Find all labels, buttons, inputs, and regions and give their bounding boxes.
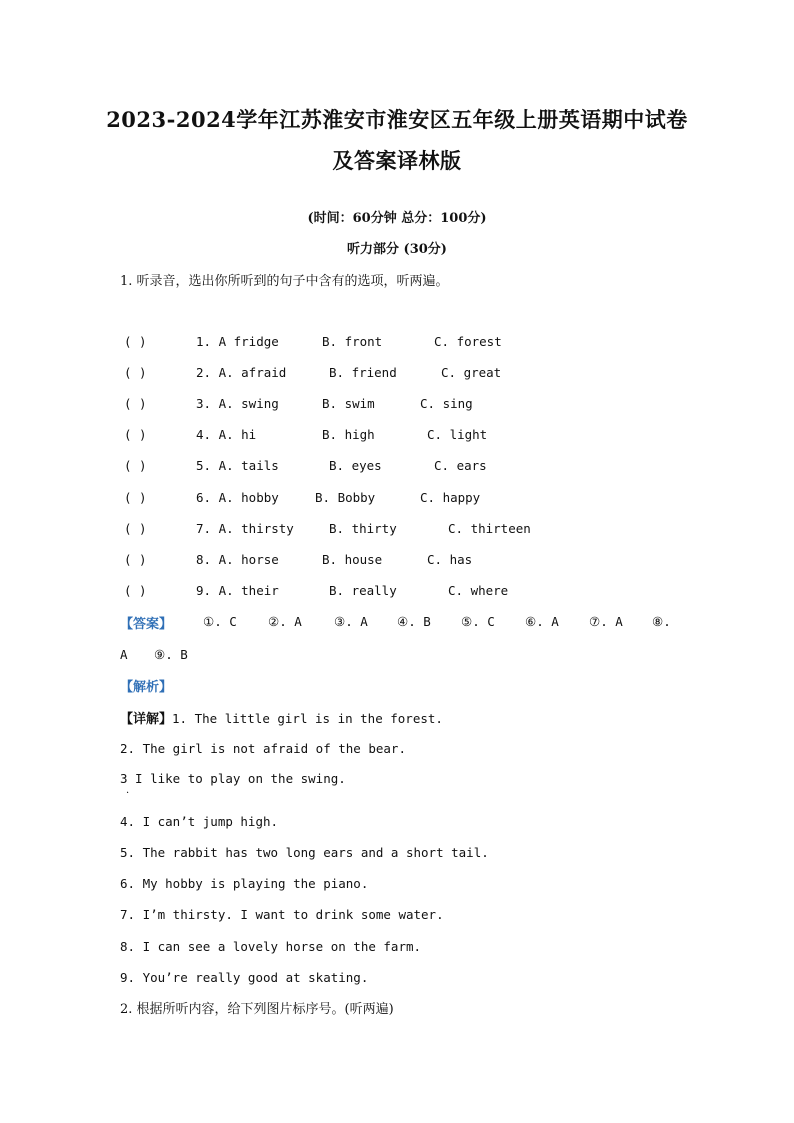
answer-8-value: A [120,647,128,662]
option-b: B. house [322,552,383,567]
detail-line-8: 8. I can see a lovely horse on the farm. [120,939,422,954]
option-c: C. ears [434,458,487,473]
option-c: C. thirteen [448,521,531,536]
option-c: C. great [441,365,502,380]
option-c: C. light [427,427,488,442]
answer-label: 【答案】 [120,617,173,632]
option-c: C. sing [420,396,473,411]
answer-8: ⑧. [652,614,671,629]
detail-line-4: 4. I can’t jump high. [120,814,279,829]
option-c: C. forest [434,334,502,349]
answer-blank: ( ) [124,458,147,473]
option-b: B. Bobby [315,490,376,505]
answer-1: ①. C [203,614,237,629]
answer-blank: ( ) [124,490,147,505]
answer-blank: ( ) [124,334,147,349]
answer-blank: ( ) [124,583,147,598]
option-a: 7. A. thirsty [196,521,294,536]
option-a: 5. A. tails [196,458,279,473]
detail-line-9: 9. You’re really good at skating. [120,970,369,985]
answer-blank: ( ) [124,396,147,411]
section-heading: 听力部分 (30分) [347,242,447,257]
detail-text: 1. The little girl is in the forest. [172,711,443,726]
option-b: B. swim [322,396,375,411]
answer-6: ⑥. A [525,614,559,629]
option-c: C. where [448,583,509,598]
option-a: 2. A. afraid [196,365,287,380]
stray-dot: · [126,788,130,799]
option-c: C. happy [420,490,481,505]
detail-line-1 [120,708,443,727]
option-b: B. friend [329,365,397,380]
answer-3: ③. A [334,614,368,629]
option-a: 9. A. their [196,583,279,598]
answer-7: ⑦. A [589,614,623,629]
detail-label: 【详解】 [120,712,173,727]
answer-blank: ( ) [124,521,147,536]
option-b: B. thirty [329,521,397,536]
answer-5: ⑤. C [461,614,495,629]
answer-blank: ( ) [124,552,147,567]
option-c: C. has [427,552,473,567]
option-a: 8. A. horse [196,552,279,567]
option-a: 6. A. hobby [196,490,279,505]
detail-line-5: 5. The rabbit has two long ears and a short tail. [120,845,489,860]
detail-line-3: 3 I like to play on the swing. [120,771,346,786]
option-b: B. really [329,583,397,598]
detail-line-7: 7. I’m thirsty. I want to drink some water. [120,907,444,922]
option-a: 3. A. swing [196,396,279,411]
exam-meta: (时间：60分钟 总分：100分) [307,211,487,226]
answer-blank: ( ) [124,365,147,380]
option-b: B. high [322,427,375,442]
option-b: B. eyes [329,458,382,473]
answer-blank: ( ) [124,427,147,442]
detail-line-6: 6. My hobby is playing the piano. [120,876,369,891]
analysis-label: 【解析】 [120,680,173,695]
answer-9: ⑨. B [154,647,188,662]
option-a: 4. A. hi [196,427,257,442]
question-1-instruction: 1. 听录音，选出你所听到的句子中含有的选项，听两遍。 [120,274,449,289]
option-b: B. front [322,334,383,349]
option-a: 1. A fridge [196,334,279,349]
answer-4: ④. B [397,614,431,629]
document-title-line2: 及答案译林版 [332,148,462,173]
question-2-instruction: 2. 根据所听内容，给下列图片标序号。(听两遍) [120,1002,394,1017]
document-title-line1: 2023-2024学年江苏淮安市淮安区五年级上册英语期中试卷 [106,107,688,132]
detail-line-2: 2. The girl is not afraid of the bear. [120,741,406,756]
answer-2: ②. A [268,614,302,629]
